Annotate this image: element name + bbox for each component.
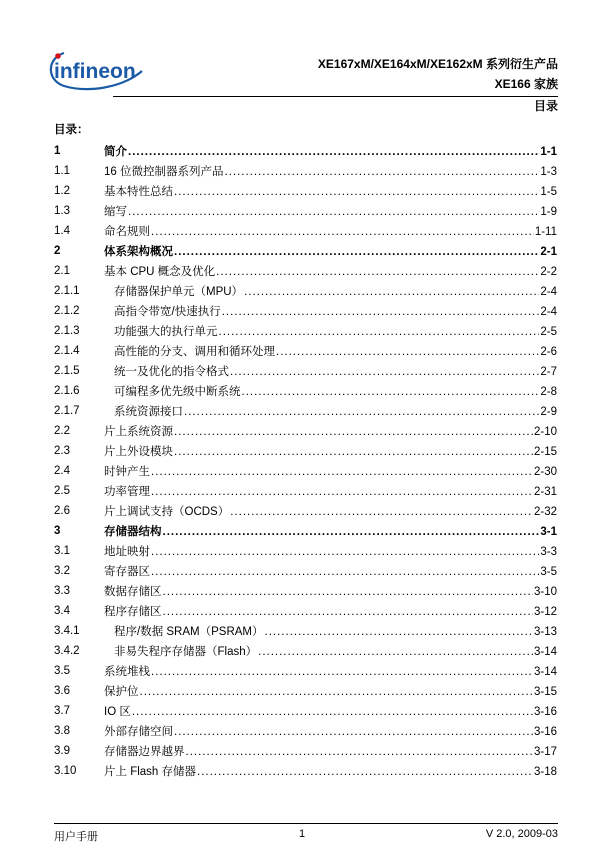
- toc-entry-page: 2-8: [540, 386, 557, 398]
- toc-entry-page: 3-12: [533, 606, 557, 618]
- toc-entry-number: 3.1: [54, 545, 70, 557]
- toc-entry-number: 2.1.2: [54, 305, 80, 317]
- toc-dot-leader: [219, 326, 540, 338]
- toc-entry-title: 保护位: [104, 686, 139, 698]
- toc-entry-number: 2.4: [54, 465, 70, 477]
- toc-entry-title: 程序存储区: [104, 606, 162, 618]
- toc-entry[interactable]: [54, 741, 557, 761]
- toc-entry-number: 3.4.1: [54, 625, 80, 637]
- toc-entry[interactable]: [54, 241, 557, 261]
- toc-entry-title: 体系架构概况: [104, 246, 173, 258]
- toc-entry-page: 3-14: [533, 666, 557, 678]
- toc-entry-page: 3-15: [533, 686, 557, 698]
- toc-entry-page: 3-3: [540, 546, 557, 558]
- toc-entry-title: 存储器保护单元（MPU）: [114, 286, 244, 298]
- toc-entry-page: 2-6: [540, 346, 557, 358]
- toc-entry-number: 2.6: [54, 505, 70, 517]
- toc-entry-page: 3-13: [533, 626, 557, 638]
- toc-entry-title: 高指令带宽/快速执行: [114, 306, 221, 318]
- toc-entry-page: 2-32: [533, 506, 557, 518]
- toc-dot-leader: [244, 286, 539, 298]
- toc-entry-number: 3.3: [54, 585, 70, 597]
- toc-entry-title: 高性能的分支、调用和循环处理: [114, 346, 275, 358]
- toc-entry[interactable]: [54, 461, 557, 481]
- toc-entry-page: 3-18: [533, 766, 557, 778]
- toc-dot-leader: [230, 366, 539, 378]
- toc-entry-page: 1-5: [540, 186, 557, 198]
- toc-entry-number: 2.1.5: [54, 365, 80, 377]
- toc-entry-number: 1.1: [54, 165, 70, 177]
- toc-entry[interactable]: [54, 721, 557, 741]
- toc-dot-leader: [174, 426, 533, 438]
- footer-page-number: 1: [299, 828, 306, 840]
- toc-dot-leader: [174, 246, 539, 258]
- toc-entry-title: 16 位微控制器系列产品: [104, 166, 224, 178]
- toc-dot-leader: [128, 146, 539, 158]
- toc-entry[interactable]: [54, 141, 557, 161]
- toc-entry-title: 功率管理: [104, 486, 150, 498]
- toc-entry[interactable]: [54, 341, 557, 361]
- toc-entry[interactable]: [54, 501, 557, 521]
- toc-entry[interactable]: [54, 441, 557, 461]
- toc-entry-page: 1-1: [540, 146, 557, 158]
- footer-version: V 2.0, 2009-03: [485, 828, 558, 840]
- toc-dot-leader: [128, 206, 539, 218]
- toc-entry[interactable]: [54, 621, 557, 641]
- toc-entry-title: 外部存储空间: [104, 726, 173, 738]
- header-title: XE167xM/XE164xM/XE162xM 系列衍生产品: [317, 57, 558, 71]
- toc-entry-title: 存储器结构: [104, 526, 162, 538]
- toc-entry[interactable]: [54, 281, 557, 301]
- toc-entry[interactable]: [54, 161, 557, 181]
- toc-entry-page: 2-4: [540, 306, 557, 318]
- toc-entry[interactable]: [54, 601, 557, 621]
- toc-dot-leader: [163, 606, 533, 618]
- toc-entry-page: 3-16: [533, 726, 557, 738]
- toc-entry-title: 寄存器区: [104, 566, 150, 578]
- toc-entry[interactable]: [54, 541, 557, 561]
- toc-entry-title: 基本特性总结: [104, 186, 173, 198]
- toc-entry-number: 3.5: [54, 665, 70, 677]
- toc-entry-title: 系统堆栈: [104, 666, 150, 678]
- toc-entry-number: 3.4: [54, 605, 70, 617]
- toc-entry-page: 3-14: [533, 646, 557, 658]
- toc-entry-title: 命名规则: [104, 226, 150, 238]
- toc-entry[interactable]: [54, 221, 557, 241]
- toc-entry-number: 2.1.3: [54, 325, 80, 337]
- toc-entry[interactable]: [54, 641, 557, 661]
- toc-entry-title: 片上系统资源: [104, 426, 173, 438]
- toc-entry-number: 1.4: [54, 225, 70, 237]
- toc-dot-leader: [225, 166, 540, 178]
- toc-entry[interactable]: [54, 401, 557, 421]
- toc-entry[interactable]: [54, 581, 557, 601]
- toc-entry[interactable]: [54, 201, 557, 221]
- toc-entry-title: 非易失程序存储器（Flash）: [114, 646, 258, 658]
- toc-entry-page: 2-2: [540, 266, 557, 278]
- toc-dot-leader: [151, 546, 539, 558]
- toc-entry-title: 片上 Flash 存储器: [104, 766, 197, 778]
- toc-dot-leader: [163, 526, 540, 538]
- toc-title: 目录：: [54, 124, 89, 136]
- toc-entry-page: 1-9: [540, 206, 557, 218]
- toc-entry[interactable]: [54, 381, 557, 401]
- toc-entry-number: 3.4.2: [54, 645, 80, 657]
- toc-entry-page: 3-17: [533, 746, 557, 758]
- toc-entry-title: 功能强大的执行单元: [114, 326, 218, 338]
- toc-entry-title: 基本 CPU 概念及优化: [104, 266, 216, 278]
- toc-entry-title: 系统资源接口: [114, 406, 183, 418]
- toc-entry-page: 2-31: [533, 486, 557, 498]
- toc-entry[interactable]: [54, 301, 557, 321]
- toc-entry-title: 缩写: [104, 206, 127, 218]
- toc-entry-number: 3.10: [54, 765, 77, 777]
- toc-entry-page: 2-1: [540, 246, 557, 258]
- toc-dot-leader: [132, 706, 533, 718]
- toc-entry-number: 2.1.7: [54, 405, 80, 417]
- toc-entry-number: 3.8: [54, 725, 70, 737]
- toc-entry-page: 2-9: [540, 406, 557, 418]
- toc-entry-page: 2-4: [540, 286, 557, 298]
- header-family: XE166 家族: [494, 77, 558, 91]
- toc-entry-page: 1-11: [534, 226, 557, 238]
- toc-entry-number: 2.2: [54, 425, 70, 437]
- svg-text:infineon: infineon: [54, 60, 136, 83]
- toc-entry-number: 1: [54, 145, 61, 157]
- toc-dot-leader: [151, 226, 534, 238]
- toc-entry[interactable]: [54, 521, 557, 541]
- toc-entry-number: 2.5: [54, 485, 70, 497]
- toc-dot-leader: [216, 266, 539, 278]
- toc-entry[interactable]: [54, 421, 557, 441]
- toc-entry-number: 3.7: [54, 705, 70, 717]
- toc-dot-leader: [151, 486, 533, 498]
- toc-entry-page: 3-5: [540, 566, 557, 578]
- toc-entry-page: 2-10: [533, 426, 557, 438]
- toc-entry-title: 时钟产生: [104, 466, 150, 478]
- toc-entry-page: 2-7: [540, 366, 557, 378]
- toc-entry[interactable]: [54, 261, 557, 281]
- toc-entry-number: 3.2: [54, 565, 70, 577]
- toc-entry-number: 3.9: [54, 745, 70, 757]
- toc-entry-title: 可编程多优先级中断系统: [114, 386, 241, 398]
- toc-entry-number: 3.6: [54, 685, 70, 697]
- toc-dot-leader: [186, 746, 533, 758]
- toc-entry[interactable]: [54, 481, 557, 501]
- toc-entry-number: 1.3: [54, 205, 70, 217]
- toc-dot-leader: [265, 626, 533, 638]
- toc-entry-title: 片上调试支持（OCDS）: [104, 506, 230, 518]
- toc-entry-title: 片上外设模块: [104, 446, 173, 458]
- toc-dot-leader: [222, 306, 540, 318]
- toc-entry[interactable]: [54, 321, 557, 341]
- toc-entry[interactable]: [54, 561, 557, 581]
- toc-entry[interactable]: [54, 681, 557, 701]
- toc-dot-leader: [174, 446, 533, 458]
- toc-dot-leader: [184, 406, 539, 418]
- toc-entry-number: 2.3: [54, 445, 70, 457]
- toc-entry-number: 2: [54, 245, 61, 257]
- toc-dot-leader: [258, 646, 533, 658]
- toc-entry-title: 存储器边界越界: [104, 746, 185, 758]
- infineon-logo: [44, 44, 148, 94]
- toc-dot-leader: [151, 466, 533, 478]
- toc-entry[interactable]: [54, 361, 557, 381]
- toc-entry-page: 3-16: [533, 706, 557, 718]
- toc-dot-leader: [174, 186, 539, 198]
- toc-entry-title: 程序/数据 SRAM（PSRAM）: [114, 626, 264, 638]
- toc-entry-number: 2.1.1: [54, 285, 80, 297]
- toc-entry-page: 2-15: [533, 446, 557, 458]
- header-section: 目录: [533, 99, 558, 113]
- toc-entry-page: 1-3: [540, 166, 557, 178]
- toc-entry-title: 数据存储区: [104, 586, 162, 598]
- toc-dot-leader: [163, 586, 533, 598]
- toc-dot-leader: [174, 726, 533, 738]
- toc-entry-number: 2.1.4: [54, 345, 80, 357]
- toc-entry[interactable]: [54, 761, 557, 781]
- toc-entry-number: 1.2: [54, 185, 70, 197]
- toc-entry-title: 地址映射: [104, 546, 150, 558]
- toc-dot-leader: [230, 506, 533, 518]
- toc-entry[interactable]: [54, 701, 557, 721]
- toc-entry-title: IO 区: [104, 706, 131, 718]
- table-of-contents: [54, 141, 557, 781]
- toc-entry-number: 2.1.6: [54, 385, 80, 397]
- toc-entry-page: 2-5: [540, 326, 557, 338]
- toc-entry-number: 2.1: [54, 265, 70, 277]
- toc-entry-number: 3: [54, 525, 61, 537]
- toc-entry-page: 3-1: [540, 526, 557, 538]
- toc-dot-leader: [197, 766, 533, 778]
- toc-entry-title: 简介: [104, 146, 127, 158]
- toc-entry[interactable]: [54, 661, 557, 681]
- toc-dot-leader: [151, 566, 539, 578]
- toc-dot-leader: [242, 386, 540, 398]
- toc-entry-page: 2-30: [533, 466, 557, 478]
- toc-entry[interactable]: [54, 181, 557, 201]
- toc-dot-leader: [151, 666, 533, 678]
- toc-dot-leader: [140, 686, 533, 698]
- page-footer: [54, 823, 558, 843]
- toc-entry-title: 统一及优化的指令格式: [114, 366, 229, 378]
- toc-entry-page: 3-10: [533, 586, 557, 598]
- header-rule: [113, 96, 558, 97]
- footer-manual: 用户手册: [54, 831, 98, 843]
- toc-dot-leader: [276, 346, 539, 358]
